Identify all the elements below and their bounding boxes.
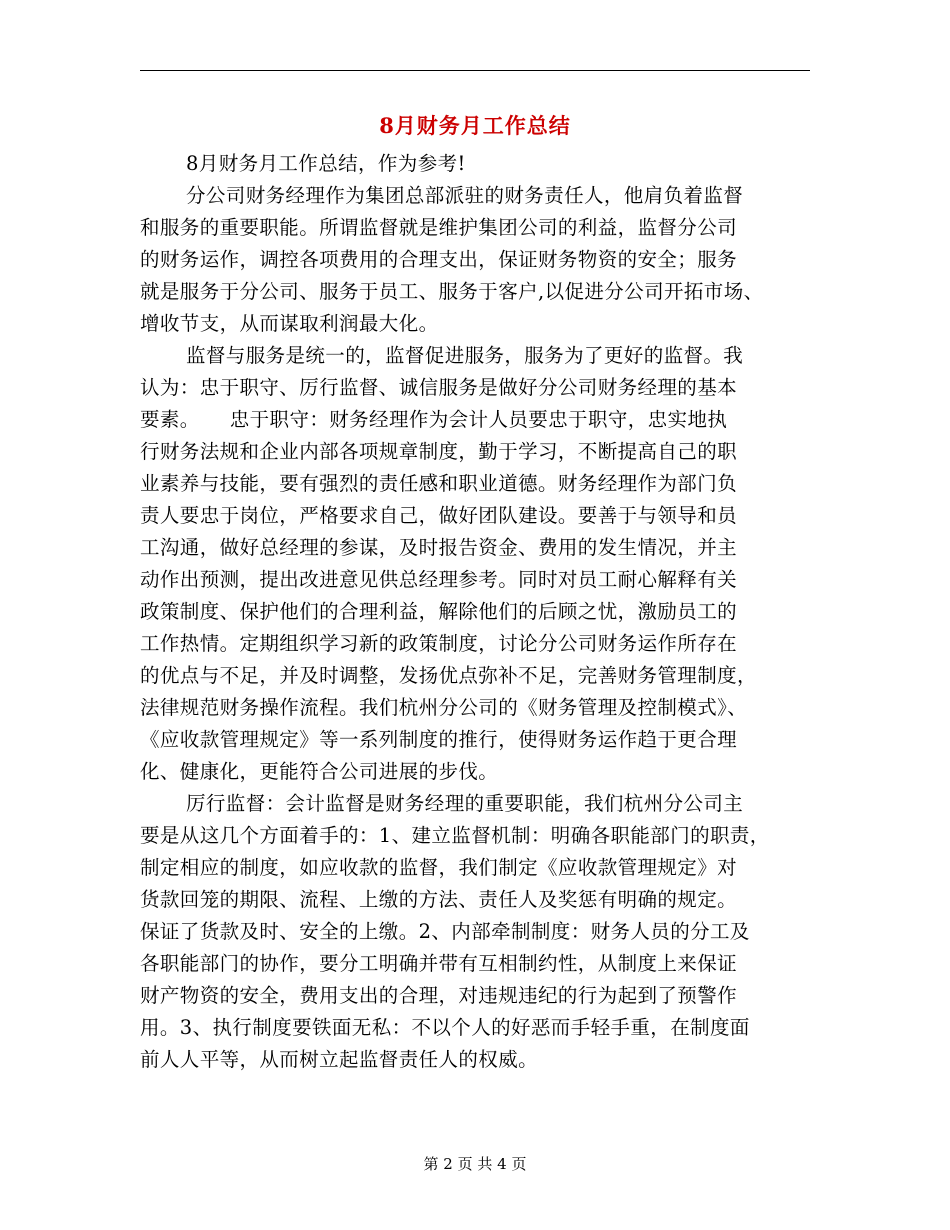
body-line: 和服务的重要职能。所谓监督就是维护集团公司的利益，监督分公司 bbox=[140, 216, 738, 239]
body-line: 的优点与不足，并及时调整，发扬优点弥补不足，完善财务管理制度， bbox=[140, 664, 757, 687]
body-line: 各职能部门的协作，要分工明确并带有互相制约性，从制度上来保证 bbox=[140, 952, 738, 975]
document-body bbox=[140, 148, 830, 1076]
body-line: 动作出预测，提出改进意见供总经理参考。同时对员工耐心解释有关 bbox=[140, 568, 738, 591]
body-line: 认为：忠于职守、厉行监督、诚信服务是做好分公司财务经理的基本 bbox=[140, 376, 738, 399]
body-line: 的财务运作，调控各项费用的合理支出，保证财务物资的安全；服务 bbox=[140, 248, 738, 271]
body-line: 厉行监督：会计监督是财务经理的重要职能，我们杭州分公司主 bbox=[186, 792, 744, 815]
body-line: 增收节支，从而谋取利润最大化。 bbox=[140, 312, 439, 335]
body-line: 货款回笼的期限、流程、上缴的方法、责任人及奖惩有明确的规定。 bbox=[140, 888, 738, 911]
body-line: 保证了货款及时、安全的上缴。2、内部牵制制度：财务人员的分工及 bbox=[140, 920, 750, 943]
body-line: 责人要忠于岗位，严格要求自己，做好团队建设。要善于与领导和员 bbox=[140, 504, 738, 527]
header-rule bbox=[140, 70, 810, 71]
body-line: 工沟通，做好总经理的参谋，及时报告资金、费用的发生情况，并主 bbox=[140, 536, 738, 559]
page-footer: 第 2 页 共 4 页 bbox=[423, 1155, 527, 1173]
body-line: 财产物资的安全，费用支出的合理，对违规违纪的行为起到了预警作 bbox=[140, 984, 738, 1007]
body-line: 要是从这几个方面着手的：1、建立监督机制：明确各职能部门的职责， bbox=[140, 824, 770, 847]
body-line: 行财务法规和企业内部各项规章制度，勤于学习，不断提高自己的职 bbox=[140, 440, 738, 463]
body-line: 政策制度、保护他们的合理利益，解除他们的后顾之忧，激励员工的 bbox=[140, 600, 738, 623]
body-line: 《应收款管理规定》等一系列制度的推行，使得财务运作趋于更合理 bbox=[140, 728, 738, 751]
body-line: 化、健康化，更能符合公司进展的步伐。 bbox=[140, 760, 499, 783]
body-line: 要素。 忠于职守：财务经理作为会计人员要忠于职守，忠实地执 bbox=[140, 408, 728, 431]
body-line: 工作热情。定期组织学习新的政策制度，讨论分公司财务运作所存在 bbox=[140, 632, 738, 655]
body-line: 就是服务于分公司、服务于员工、服务于客户,以促进分公司开拓市场、 bbox=[140, 280, 764, 303]
body-line: 用。3、执行制度要铁面无私：不以个人的好恶而手轻手重，在制度面 bbox=[140, 1016, 750, 1039]
body-line: 法律规范财务操作流程。我们杭州分公司的《财务管理及控制模式》、 bbox=[140, 696, 748, 719]
body-line: 监督与服务是统一的，监督促进服务，服务为了更好的监督。我 bbox=[186, 344, 744, 367]
body-line: 8月财务月工作总结，作为参考! bbox=[186, 152, 466, 175]
body-line: 前人人平等，从而树立起监督责任人的权威。 bbox=[140, 1048, 539, 1071]
body-line: 业素养与技能，要有强烈的责任感和职业道德。财务经理作为部门负 bbox=[140, 472, 738, 495]
body-line: 制定相应的制度，如应收款的监督，我们制定《应收款管理规定》对 bbox=[140, 856, 738, 879]
document-title: 8月财务月工作总结 bbox=[379, 113, 571, 138]
body-line: 分公司财务经理作为集团总部派驻的财务责任人，他肩负着监督 bbox=[186, 184, 744, 207]
